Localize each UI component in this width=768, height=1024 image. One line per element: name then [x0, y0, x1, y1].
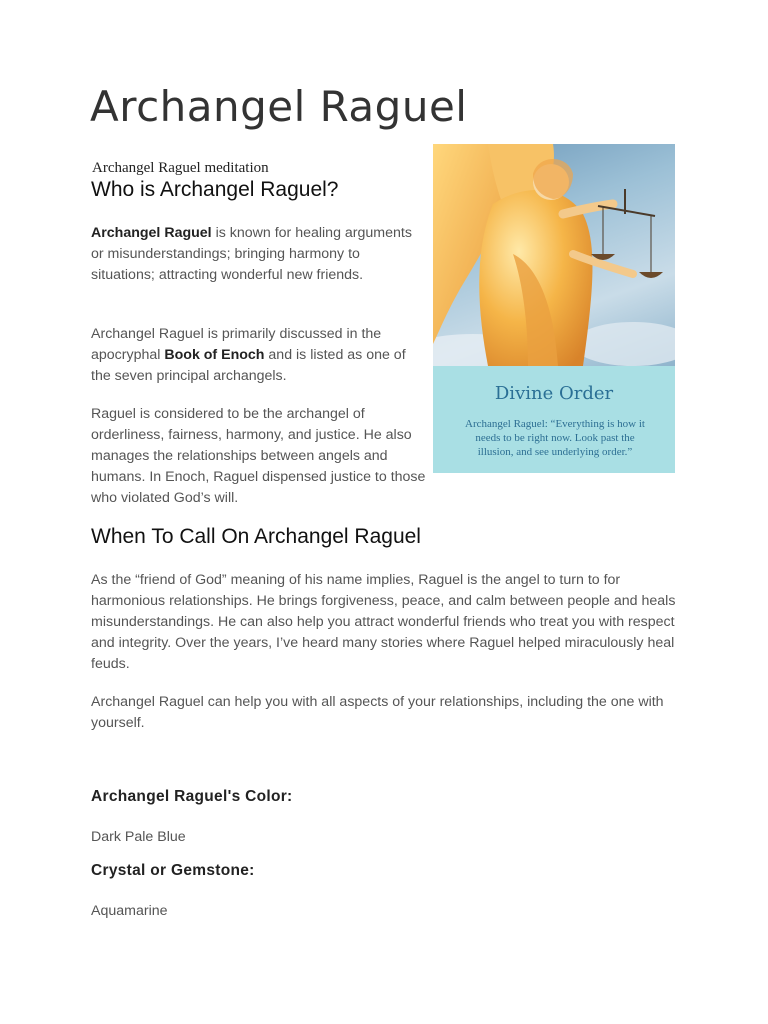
image-caption: Archangel Raguel meditation	[92, 160, 269, 176]
bold-name: Archangel Raguel	[91, 225, 212, 241]
bold-book-title: Book of Enoch	[164, 347, 265, 363]
paragraph-friend-of-god: As the “friend of God” meaning of his name implies, Raguel is the angel to turn to for harmonious relationships. He brings forgiveness, peace, and calm between people and heals misunderstandings. He can also help you attract wonderful friends who treat you with respect and integrity. Over the years, I’ve heard many stories where Raguel helped miraculously heal feuds.	[91, 572, 676, 672]
paragraph-enoch-end: and is listed as one of the seven principal archangels.	[91, 347, 406, 384]
angel-artwork	[433, 144, 675, 366]
angel-illustration	[433, 144, 675, 366]
paragraph-enoch	[91, 324, 426, 387]
crystal-heading: Crystal or Gemstone:	[91, 862, 255, 879]
paragraph-relationships: Archangel Raguel can help you with all aspects of your relationships, including the one with yourself.	[91, 694, 664, 731]
card-title: Divine Order	[494, 383, 614, 404]
crystal-value: Aquamarine	[91, 903, 168, 919]
section-heading-when: When To Call On Archangel Raguel	[91, 525, 421, 548]
paragraph-intro	[91, 223, 426, 286]
paragraph-enoch-start: Archangel Raguel is primarily discussed in the apocryphal	[91, 326, 382, 363]
oracle-card-image	[433, 144, 675, 473]
color-value: Dark Pale Blue	[91, 829, 186, 845]
card-quote: Archangel Raguel: “Everything is how it needs to be right now. Look past the illusion, and see underlying order.”	[465, 418, 645, 458]
paragraph-intro-rest: is known for healing arguments or misunderstandings; bringing harmony to situations; attracting wonderful new friends.	[91, 225, 412, 283]
section-heading-who: Who is Archangel Raguel?	[91, 178, 339, 201]
color-heading: Archangel Raguel's Color:	[91, 788, 293, 805]
paragraph-justice: Raguel is considered to be the archangel of orderliness, fairness, harmony, and justice. He also manages the relationships between angels and humans. In Enoch, Raguel dispensed justice to those who violated God’s will.	[91, 406, 426, 506]
page-title: Archangel Raguel	[90, 82, 468, 131]
